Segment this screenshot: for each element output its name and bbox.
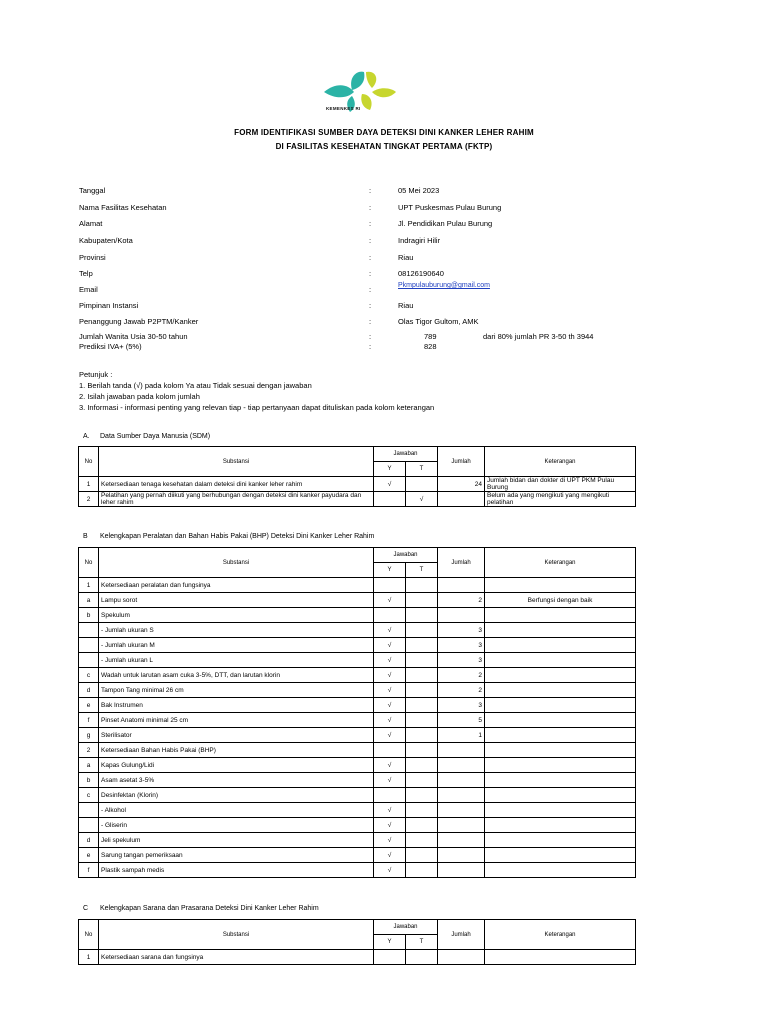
row-substansi: Asam asetat 3-5% — [99, 773, 374, 788]
email-link[interactable]: Pkmpulauburung@gmail.com — [398, 282, 490, 289]
table-row — [79, 492, 636, 507]
row-no: e — [79, 698, 99, 713]
table-peralatan — [78, 547, 636, 878]
table-row — [79, 623, 636, 638]
check-ya[interactable] — [374, 492, 406, 507]
row-no: 2 — [79, 492, 99, 507]
info-value-tanggal: 05 Mei 2023 — [398, 186, 440, 195]
header-keterangan: Keterangan — [485, 447, 636, 477]
row-keterangan[interactable] — [485, 698, 636, 713]
row-keterangan[interactable] — [485, 608, 636, 623]
section-c-title: Kelengkapan Sarana dan Prasarana Deteksi Dini Kanker Leher Rahim — [100, 905, 319, 912]
section-b-letter: B — [83, 533, 88, 540]
row-keterangan[interactable] — [485, 668, 636, 683]
table-row — [79, 848, 636, 863]
info-value-kabupaten: Indragiri Hilir — [398, 236, 441, 245]
row-jumlah[interactable]: 1 — [438, 728, 485, 743]
header-ya: Y — [374, 935, 406, 950]
header-no: No — [79, 447, 99, 477]
row-jumlah[interactable]: 2 — [438, 593, 485, 608]
row-substansi: Ketersediaan sarana dan fungsinya — [99, 950, 374, 965]
women-count-label: Jumlah Wanita Usia 30-50 tahun — [79, 332, 188, 341]
check-ya[interactable]: √ — [374, 477, 406, 492]
info-colon: : — [369, 301, 372, 310]
row-keterangan[interactable] — [485, 773, 636, 788]
info-colon: : — [369, 342, 372, 351]
check-ya[interactable] — [374, 608, 406, 623]
table-row — [79, 803, 636, 818]
row-substansi: Jeli spekulum — [99, 833, 374, 848]
instruction-item: 3. Informasi - informasi penting yang relevan tiap - tiap pertanyaan dapat dituliskan pada kolom keterangan — [79, 403, 435, 412]
women-count-value: 789 — [424, 332, 437, 341]
row-jumlah[interactable] — [438, 743, 485, 758]
check-tidak[interactable] — [406, 668, 438, 683]
row-no: 2 — [79, 743, 99, 758]
row-no — [79, 803, 99, 818]
check-tidak[interactable] — [406, 803, 438, 818]
row-substansi: - Alkohol — [99, 803, 374, 818]
logo-org-text: KEMENKES RI — [326, 106, 361, 111]
check-tidak[interactable] — [406, 758, 438, 773]
row-keterangan[interactable] — [485, 950, 636, 965]
check-ya[interactable] — [374, 578, 406, 593]
header-ya: Y — [374, 563, 406, 578]
row-substansi: Ketersediaan Bahan Habis Pakai (BHP) — [99, 743, 374, 758]
table-row — [79, 653, 636, 668]
info-value-pimpinan: Riau — [398, 301, 414, 310]
row-no: b — [79, 773, 99, 788]
row-keterangan[interactable] — [485, 833, 636, 848]
row-substansi: Bak Instrumen — [99, 698, 374, 713]
table-body — [79, 578, 636, 878]
check-tidak[interactable] — [406, 950, 438, 965]
row-jumlah[interactable]: 3 — [438, 698, 485, 713]
check-ya[interactable]: √ — [374, 593, 406, 608]
check-tidak[interactable] — [406, 477, 438, 492]
table-body — [79, 950, 636, 965]
row-keterangan[interactable] — [485, 788, 636, 803]
info-label-penanggung-jawab: Penanggung Jawab P2PTM/Kanker — [79, 317, 199, 326]
row-jumlah[interactable] — [438, 758, 485, 773]
check-ya[interactable]: √ — [374, 653, 406, 668]
check-ya[interactable]: √ — [374, 833, 406, 848]
info-label-kabupaten: Kabupaten/Kota — [79, 236, 133, 245]
check-tidak[interactable] — [406, 698, 438, 713]
row-keterangan[interactable] — [485, 803, 636, 818]
info-label-tanggal: Tanggal — [79, 186, 106, 195]
table-row — [79, 833, 636, 848]
check-ya[interactable]: √ — [374, 683, 406, 698]
table-row — [79, 638, 636, 653]
check-ya[interactable] — [374, 788, 406, 803]
info-colon: : — [369, 269, 372, 278]
row-no: d — [79, 833, 99, 848]
check-tidak[interactable] — [406, 728, 438, 743]
row-no: 1 — [79, 578, 99, 593]
check-ya[interactable]: √ — [374, 638, 406, 653]
row-jumlah[interactable]: 24 — [438, 477, 485, 492]
row-keterangan[interactable] — [485, 758, 636, 773]
table-sarana — [78, 919, 636, 965]
check-ya[interactable]: √ — [374, 773, 406, 788]
row-substansi: - Jumlah ukuran S — [99, 623, 374, 638]
table-row — [79, 668, 636, 683]
instructions-title: Petunjuk : — [79, 370, 113, 379]
table-row — [79, 728, 636, 743]
info-label-email: Email — [79, 285, 98, 294]
info-label-telp: Telp — [79, 269, 93, 278]
check-tidak[interactable] — [406, 623, 438, 638]
row-jumlah[interactable]: 5 — [438, 713, 485, 728]
row-jumlah[interactable] — [438, 863, 485, 878]
row-substansi: Ketersediaan tenaga kesehatan dalam deteksi dini kanker leher rahim — [99, 477, 374, 492]
table-row — [79, 683, 636, 698]
row-substansi: Spekulum — [99, 608, 374, 623]
row-jumlah[interactable] — [438, 492, 485, 507]
info-label-faskes: Nama Fasilitas Kesehatan — [79, 203, 167, 212]
row-keterangan[interactable] — [485, 653, 636, 668]
row-substansi: - Jumlah ukuran M — [99, 638, 374, 653]
table-row — [79, 477, 636, 492]
row-no: g — [79, 728, 99, 743]
row-no: f — [79, 863, 99, 878]
row-keterangan[interactable]: Berfungsi dengan baik — [485, 593, 636, 608]
row-jumlah[interactable]: 3 — [438, 653, 485, 668]
row-keterangan[interactable] — [485, 863, 636, 878]
check-tidak[interactable]: √ — [406, 492, 438, 507]
check-tidak[interactable] — [406, 713, 438, 728]
row-substansi: Pelatihan yang pernah diikuti yang berhubungan dengan deteksi dini kanker payudara dan leher rahim — [99, 492, 374, 507]
form-title: FORM IDENTIFIKASI SUMBER DAYA DETEKSI DINI KANKER LEHER RAHIM — [234, 128, 534, 137]
header-jumlah: Jumlah — [438, 447, 485, 477]
table-row — [79, 788, 636, 803]
check-tidak[interactable] — [406, 773, 438, 788]
row-keterangan[interactable] — [485, 743, 636, 758]
row-keterangan[interactable] — [485, 578, 636, 593]
row-substansi: - Gliserin — [99, 818, 374, 833]
row-substansi: Plastik sampah medis — [99, 863, 374, 878]
info-colon: : — [369, 236, 372, 245]
check-tidak[interactable] — [406, 863, 438, 878]
row-substansi: Sterilisator — [99, 728, 374, 743]
row-jumlah[interactable] — [438, 578, 485, 593]
form-subtitle: DI FASILITAS KESEHATAN TINGKAT PERTAMA (FKTP) — [275, 142, 493, 151]
check-tidak[interactable] — [406, 638, 438, 653]
row-substansi: Desinfektan (Klorin) — [99, 788, 374, 803]
check-ya[interactable]: √ — [374, 668, 406, 683]
row-no: b — [79, 608, 99, 623]
table-row — [79, 608, 636, 623]
row-jumlah[interactable] — [438, 950, 485, 965]
check-tidak[interactable] — [406, 608, 438, 623]
header-substansi: Substansi — [99, 447, 374, 477]
row-jumlah[interactable] — [438, 848, 485, 863]
info-value-provinsi: Riau — [398, 253, 414, 262]
check-tidak[interactable] — [406, 593, 438, 608]
header-no: No — [79, 548, 99, 578]
header-jawaban: Jawaban — [374, 920, 438, 935]
header-ya: Y — [374, 462, 406, 477]
header-tidak: T — [406, 563, 438, 578]
row-substansi: - Jumlah ukuran L — [99, 653, 374, 668]
check-ya[interactable]: √ — [374, 848, 406, 863]
row-keterangan[interactable] — [485, 728, 636, 743]
row-no: f — [79, 713, 99, 728]
info-label-alamat: Alamat — [79, 219, 103, 228]
check-ya[interactable] — [374, 743, 406, 758]
table-row — [79, 950, 636, 965]
row-no: d — [79, 683, 99, 698]
info-colon: : — [369, 219, 372, 228]
instruction-item: 1. Berilah tanda (√) pada kolom Ya atau Tidak sesuai dengan jawaban — [79, 381, 312, 390]
info-colon: : — [369, 253, 372, 262]
row-substansi: Lampu sorot — [99, 593, 374, 608]
check-ya[interactable]: √ — [374, 713, 406, 728]
check-ya[interactable] — [374, 950, 406, 965]
info-value-penanggung-jawab: Olas Tigor Gultom, AMK — [398, 317, 479, 326]
section-c-letter: C — [83, 905, 89, 912]
info-colon: : — [369, 203, 372, 212]
prediction-label: Prediksi IVA+ (5%) — [79, 342, 142, 351]
header-keterangan: Keterangan — [485, 920, 636, 950]
check-tidak[interactable] — [406, 653, 438, 668]
check-tidak[interactable] — [406, 578, 438, 593]
check-tidak[interactable] — [406, 683, 438, 698]
check-ya[interactable]: √ — [374, 623, 406, 638]
table-row — [79, 818, 636, 833]
row-keterangan[interactable] — [485, 848, 636, 863]
row-substansi: Tampon Tang minimal 26 cm — [99, 683, 374, 698]
row-no: c — [79, 788, 99, 803]
check-ya[interactable]: √ — [374, 698, 406, 713]
row-substansi: Wadah untuk larutan asam cuka 3-5%, DTT, dan larutan klorin — [99, 668, 374, 683]
table-row — [79, 773, 636, 788]
instruction-item: 2. Isilah jawaban pada kolom jumlah — [79, 392, 200, 401]
row-keterangan[interactable] — [485, 713, 636, 728]
header-substansi: Substansi — [99, 920, 374, 950]
header-jumlah: Jumlah — [438, 920, 485, 950]
section-a-title: Data Sumber Daya Manusia (SDM) — [100, 433, 211, 440]
row-keterangan[interactable] — [485, 818, 636, 833]
info-label-provinsi: Provinsi — [79, 253, 106, 262]
row-keterangan[interactable]: Belum ada yang mengikuti yang mengikuti pelatihan — [485, 492, 636, 507]
row-jumlah[interactable] — [438, 608, 485, 623]
info-colon: : — [369, 285, 372, 294]
info-colon: : — [369, 186, 372, 195]
row-substansi: Sarung tangan pemeriksaan — [99, 848, 374, 863]
row-no — [79, 818, 99, 833]
check-tidak[interactable] — [406, 818, 438, 833]
row-no: a — [79, 593, 99, 608]
info-value-alamat: Jl. Pendidikan Pulau Burung — [398, 219, 493, 228]
row-no — [79, 638, 99, 653]
check-tidak[interactable] — [406, 833, 438, 848]
check-tidak[interactable] — [406, 848, 438, 863]
row-no: 1 — [79, 950, 99, 965]
table-row — [79, 743, 636, 758]
row-jumlah[interactable]: 3 — [438, 623, 485, 638]
row-jumlah[interactable] — [438, 833, 485, 848]
header-jawaban: Jawaban — [374, 548, 438, 563]
row-jumlah[interactable] — [438, 773, 485, 788]
table-sdm — [78, 446, 636, 507]
header-keterangan: Keterangan — [485, 548, 636, 578]
table-row — [79, 758, 636, 773]
info-colon: : — [369, 317, 372, 326]
header-tidak: T — [406, 462, 438, 477]
row-keterangan[interactable] — [485, 683, 636, 698]
section-b-title: Kelengkapan Peralatan dan Bahan Habis Pakai (BHP) Deteksi Dini Kanker Leher Rahim — [100, 533, 375, 540]
row-jumlah[interactable]: 2 — [438, 668, 485, 683]
header-jumlah: Jumlah — [438, 548, 485, 578]
table-row — [79, 713, 636, 728]
info-label-pimpinan: Pimpinan Instansi — [79, 301, 139, 310]
prediction-value: 828 — [424, 342, 437, 351]
table-row — [79, 698, 636, 713]
section-a-letter: A. — [83, 433, 90, 440]
row-no — [79, 623, 99, 638]
row-keterangan[interactable] — [485, 638, 636, 653]
check-ya[interactable]: √ — [374, 758, 406, 773]
check-ya[interactable]: √ — [374, 803, 406, 818]
row-substansi: Ketersediaan peralatan dan fungsinya — [99, 578, 374, 593]
check-ya[interactable]: √ — [374, 863, 406, 878]
header-no: No — [79, 920, 99, 950]
row-keterangan[interactable] — [485, 623, 636, 638]
check-ya[interactable]: √ — [374, 818, 406, 833]
table-row — [79, 578, 636, 593]
row-no: c — [79, 668, 99, 683]
row-jumlah[interactable]: 3 — [438, 638, 485, 653]
table-row — [79, 863, 636, 878]
header-tidak: T — [406, 935, 438, 950]
women-count-note: dari 80% jumlah PR 3-50 th 3944 — [483, 332, 594, 341]
info-colon: : — [369, 332, 372, 341]
row-no: 1 — [79, 477, 99, 492]
info-value-faskes: UPT Puskesmas Pulau Burung — [398, 203, 502, 212]
row-substansi: Kapas Gulung/Lidi — [99, 758, 374, 773]
row-jumlah[interactable]: 2 — [438, 683, 485, 698]
table-row — [79, 593, 636, 608]
row-substansi: Pinset Anatomi minimal 25 cm — [99, 713, 374, 728]
row-jumlah[interactable] — [438, 788, 485, 803]
row-no: a — [79, 758, 99, 773]
row-jumlah[interactable] — [438, 803, 485, 818]
check-tidak[interactable] — [406, 743, 438, 758]
row-no — [79, 653, 99, 668]
row-jumlah[interactable] — [438, 818, 485, 833]
check-ya[interactable]: √ — [374, 728, 406, 743]
row-no: e — [79, 848, 99, 863]
info-value-telp: 08126190640 — [398, 269, 444, 278]
header-substansi: Substansi — [99, 548, 374, 578]
header-jawaban: Jawaban — [374, 447, 438, 462]
check-tidak[interactable] — [406, 788, 438, 803]
row-keterangan[interactable]: Jumlah bidan dan dokter di UPT PKM Pulau Burung — [485, 477, 636, 492]
